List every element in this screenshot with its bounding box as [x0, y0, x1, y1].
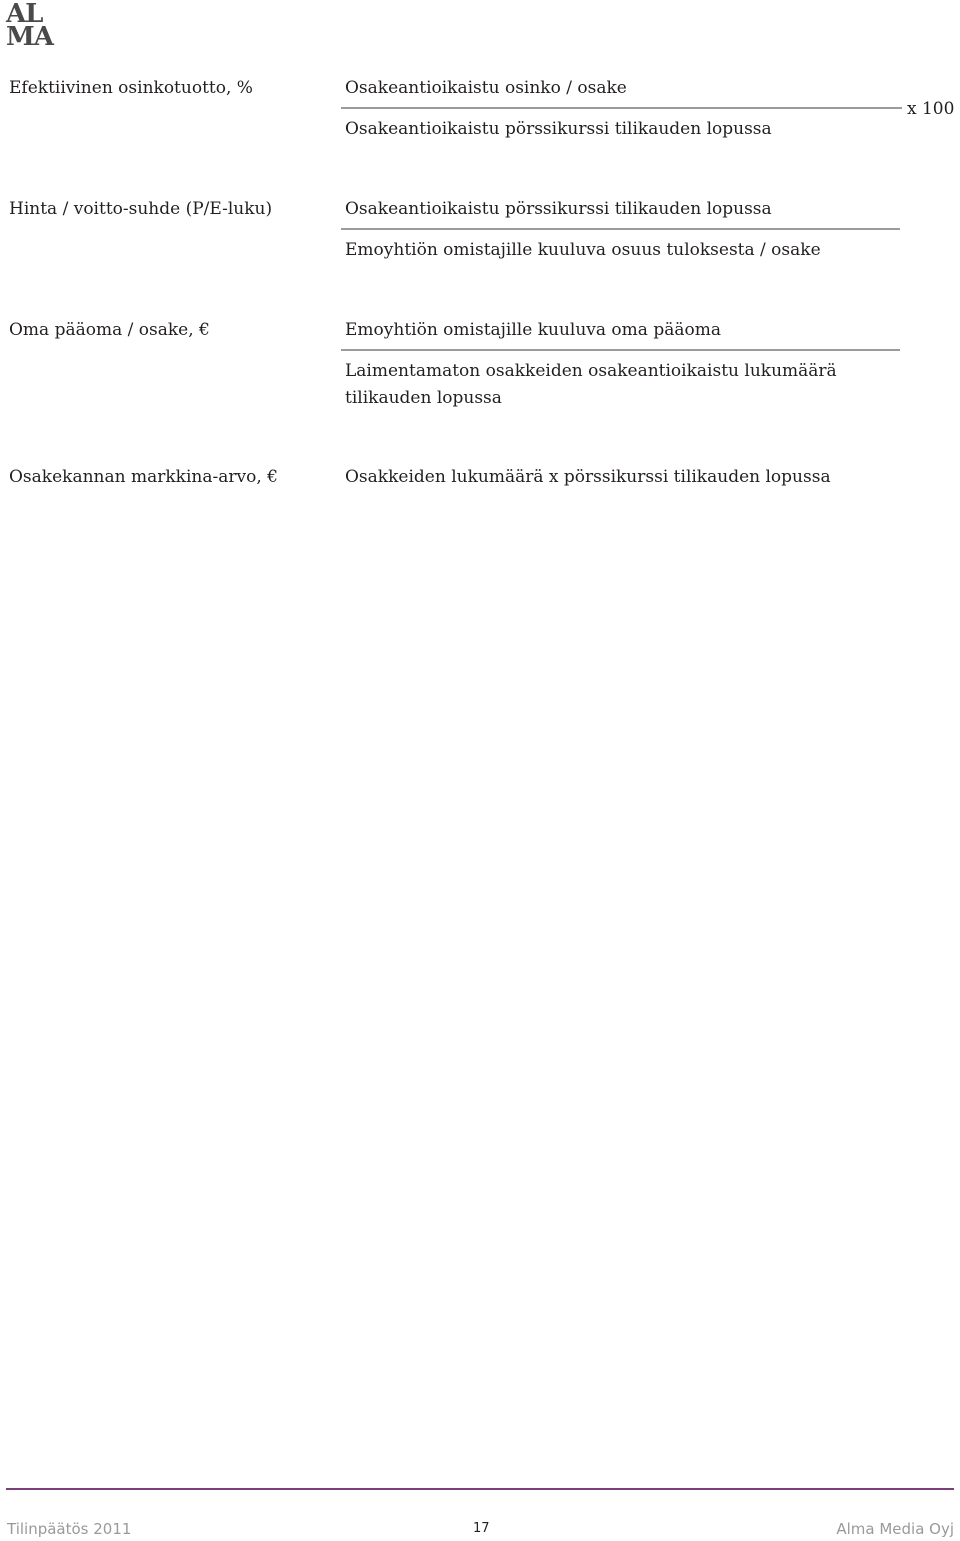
logo-line-1: AL	[6, 0, 43, 29]
logo-line-2: MA	[6, 22, 53, 52]
multiplier-dividend-yield: x 100	[907, 99, 955, 119]
footer-company-name: Alma Media Oyj	[836, 1520, 954, 1538]
row-label-equity-per-share: Oma pääoma / osake, €	[9, 320, 210, 340]
footer-report-title: Tilinpäätös 2011	[7, 1520, 132, 1538]
row-denominator-dividend-yield: Osakeantioikaistu pörssikurssi tilikauden lopussa	[345, 119, 772, 139]
row-denominator-equity-per-share-line2: tilikauden lopussa	[345, 388, 502, 408]
footer-page-number: 17	[473, 1521, 490, 1536]
row-label-pe-ratio: Hinta / voitto-suhde (P/E-luku)	[9, 199, 273, 219]
row-denominator-equity-per-share-line1: Laimentamaton osakkeiden osakeantioikaistu lukumäärä	[345, 361, 837, 381]
row-label-market-cap: Osakekannan markkina-arvo, €	[9, 467, 278, 487]
footer-rule	[6, 1488, 954, 1490]
fraction-rule-equity-per-share	[341, 349, 900, 351]
fraction-rule-dividend-yield	[341, 107, 902, 109]
fraction-rule-pe-ratio	[341, 228, 900, 230]
row-numerator-equity-per-share: Emoyhtiön omistajille kuuluva oma pääoma	[345, 320, 721, 340]
row-numerator-dividend-yield: Osakeantioikaistu osinko / osake	[345, 78, 627, 98]
alma-logo	[6, 2, 60, 50]
row-formula-market-cap: Osakkeiden lukumäärä x pörssikurssi tilikauden lopussa	[345, 467, 831, 487]
row-label-dividend-yield: Efektiivinen osinkotuotto, %	[9, 78, 253, 98]
row-denominator-pe-ratio: Emoyhtiön omistajille kuuluva osuus tuloksesta / osake	[345, 240, 821, 260]
row-numerator-pe-ratio: Osakeantioikaistu pörssikurssi tilikauden lopussa	[345, 199, 772, 219]
